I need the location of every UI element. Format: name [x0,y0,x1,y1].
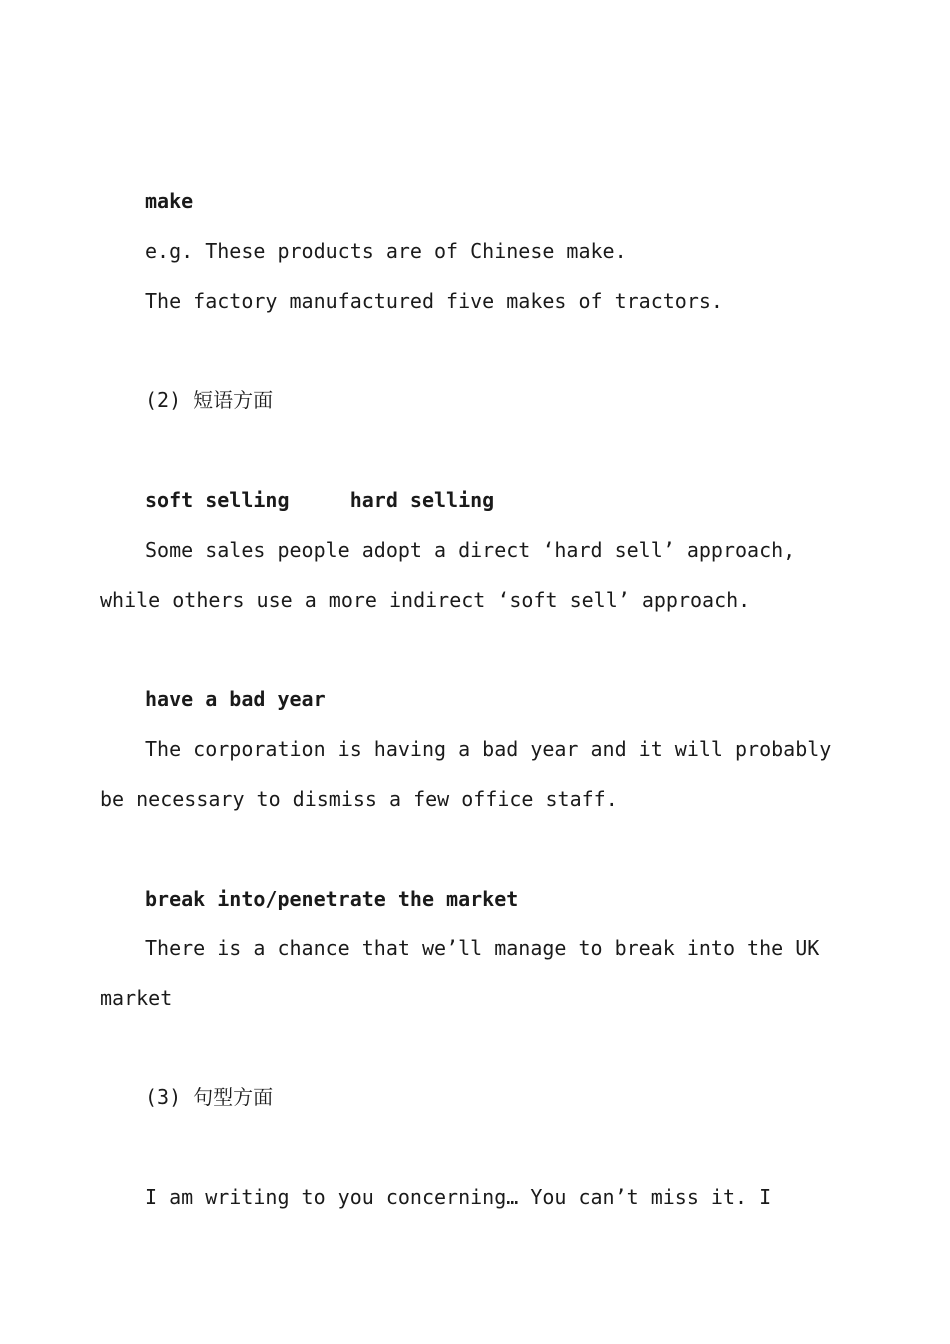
section-heading-phrases: (2) 短语方面 [145,388,274,412]
section-heading-sentences: (3) 句型方面 [145,1085,274,1109]
example-sentence: The factory manufactured five makes of tractors. [145,289,723,313]
example-sentence-continued: while others use a more indirect ‘soft sell’ approach. [100,588,751,612]
example-sentence: The corporation is having a bad year and it will probably [145,737,832,761]
term-heading-break-into: break into/penetrate the market [145,887,519,911]
example-sentence: Some sales people adopt a direct ‘hard sell’ approach, [145,538,796,562]
term-heading-make: make [145,189,194,213]
sentence-pattern-line: I am writing to you concerning… You can’t miss it. I [145,1185,772,1209]
term-heading-selling: soft selling hard selling [145,488,495,512]
example-sentence-continued: be necessary to dismiss a few office staff. [100,787,618,811]
example-sentence: e.g. These products are of Chinese make. [145,239,627,263]
term-heading-bad-year: have a bad year [145,687,326,711]
example-sentence-continued: market [100,986,173,1010]
example-sentence: There is a chance that we’ll manage to break into the UK [145,936,820,960]
